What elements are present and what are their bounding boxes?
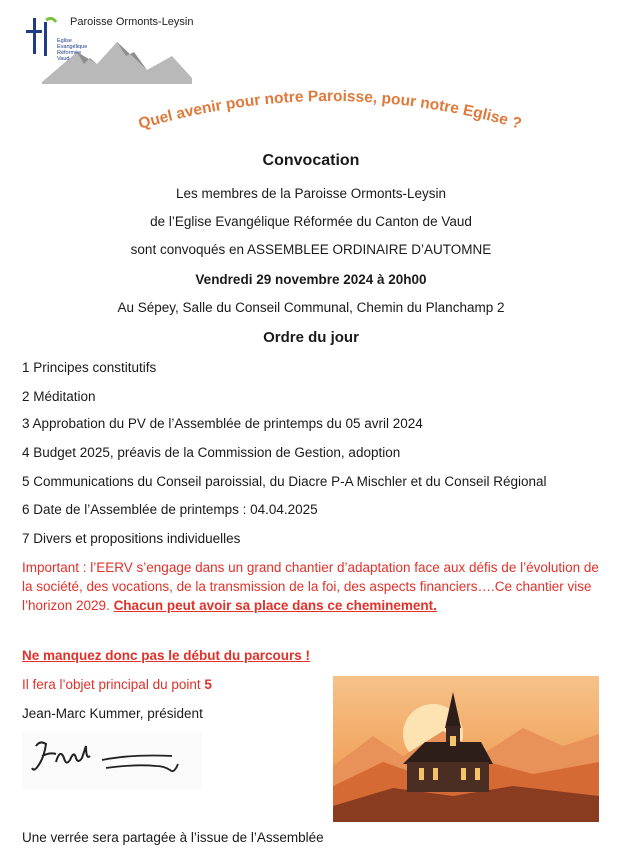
logo-sub-line: Réformée: [57, 50, 82, 56]
meeting-place: Au Sépey, Salle du Conseil Communal, Chemin du Planchamp 2: [117, 300, 505, 315]
logo-sub-line: Evangélique: [57, 44, 88, 50]
agenda-item: 7 Divers et propositions individuelles: [22, 531, 241, 546]
president-name: Jean-Marc Kummer, président: [22, 706, 203, 721]
important-notice: [22, 558, 602, 615]
agenda-item: 2 Méditation: [22, 389, 96, 404]
intro-line: de l’Eglise Evangélique Réformée du Canton de Vaud: [150, 214, 472, 229]
intro-line: Les membres de la Paroisse Ormonts-Leysin: [175, 186, 447, 201]
cross-icon: [33, 18, 36, 54]
intro-line: sont convoqués en ASSEMBLEE ORDINAIRE D’AUTOMNE: [130, 242, 492, 257]
meeting-date: Vendredi 29 novembre 2024 à 20h00: [195, 272, 427, 287]
arched-title-text: Quel avenir pour notre Paroisse, pour notre Eglise ?: [136, 87, 524, 133]
logo-subtitle: [57, 38, 87, 62]
agenda-item: 5 Communications du Conseil paroissial, du Diacre P-A Mischler et du Conseil Régional: [22, 474, 547, 489]
point-note: [22, 677, 212, 692]
important-text: Important : l’EERV s’engage dans un grand chantier d’adaptation face aux défis de l’évolution de la société, des vocations, de la transmission de la foi, des aspects financiers….Ce chantier vise l’horizon 2029.: [22, 560, 599, 613]
important-emphasis: Chacun peut avoir sa place dans ce cheminement.: [113, 598, 437, 613]
agenda-title: Ordre du jour: [263, 329, 359, 346]
point-number: 5: [204, 677, 212, 692]
logo-sub-line: Vaud: [57, 56, 70, 62]
church-illustration: [333, 676, 599, 822]
logo-name: Paroisse Ormonts-Leysin: [70, 16, 194, 28]
arched-title: [120, 80, 540, 140]
convocation-title: Convocation: [262, 152, 360, 169]
agenda-item: 6 Date de l’Assemblée de printemps : 04.04.2025: [22, 502, 318, 517]
agenda-item: 3 Approbation du PV de l’Assemblée de printemps du 05 avril 2024: [22, 416, 423, 431]
logo-sub-line: Eglise: [57, 38, 72, 44]
footer-note: Une verrée sera partagée à l’issue de l’Assemblée: [22, 830, 324, 845]
agenda-item: 1 Principes constitutifs: [22, 360, 157, 375]
signature-image: [22, 732, 202, 790]
green-flame-icon: [46, 18, 56, 22]
warning-line: Ne manquez donc pas le début du parcours !: [22, 648, 311, 663]
agenda-item: 4 Budget 2025, préavis de la Commission de Gestion, adoption: [22, 445, 401, 460]
point-note-text: Il fera l’objet principal du point: [22, 677, 205, 692]
svg-text:Quel avenir pour notre Paroiss: [137, 88, 524, 133]
